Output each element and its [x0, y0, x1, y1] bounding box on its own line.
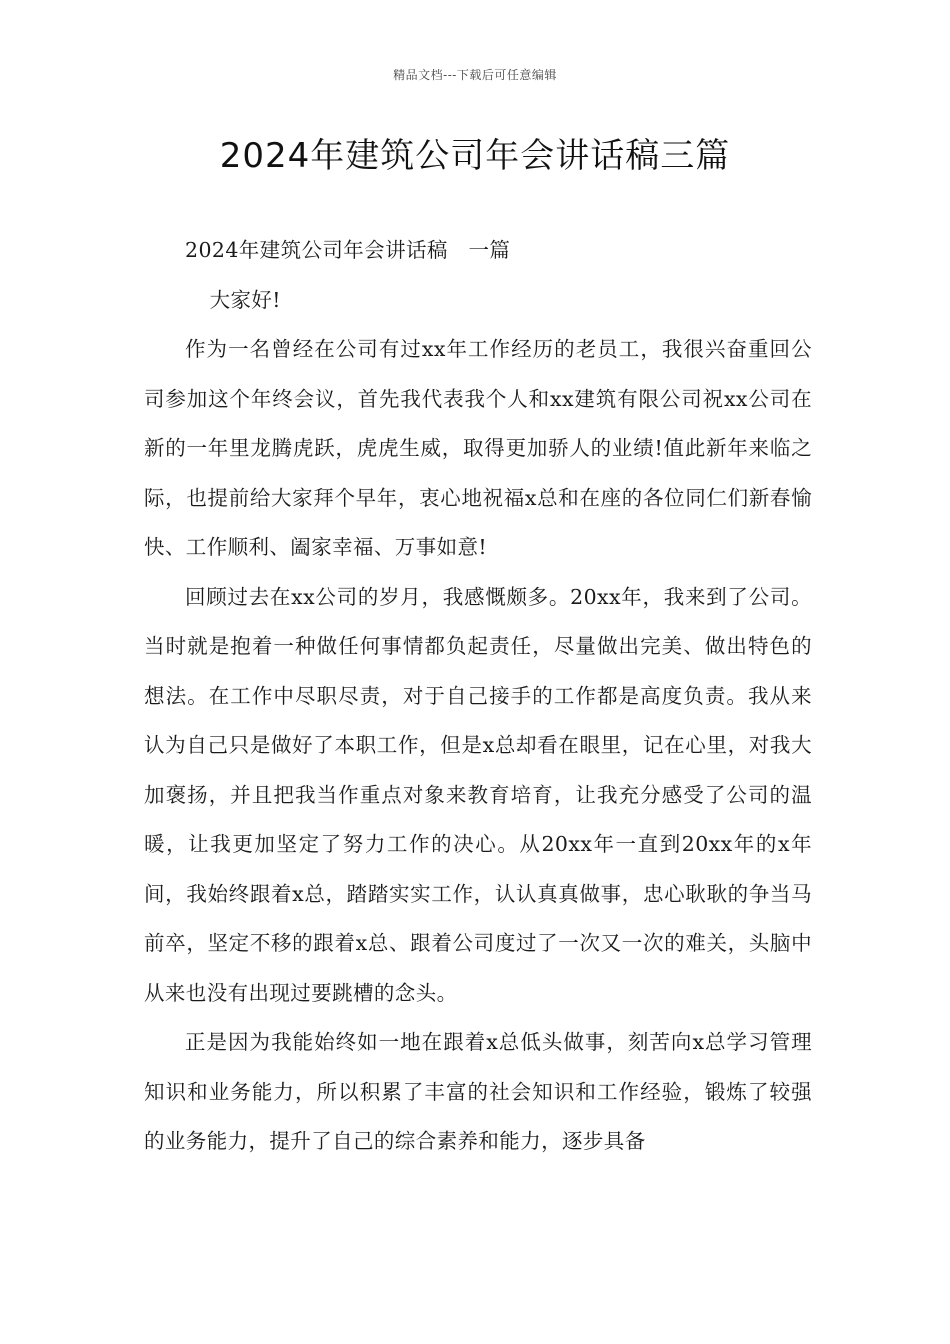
document-title: 2024年建筑公司年会讲话稿三篇 [219, 136, 731, 176]
document-body [144, 226, 812, 1167]
paragraph-3: 正是因为我能始终如一地在跟着x总低头做事，刻苦向x总学习管理知识和业务能力，所以积累了丰富的社会知识和工作经验，锻炼了较强的业务能力，提升了自己的综合素养和能力，逐步具备 [144, 1030, 812, 1153]
header-note: 精品文档---下载后可任意编辑 [393, 68, 557, 82]
paragraph-2: 回顾过去在xx公司的岁月，我感慨颇多。20xx年，我来到了公司。当时就是抱着一种做任何事情都负起责任，尽量做出完美、做出特色的想法。在工作中尽职尽责，对于自己接手的工作都是高度负责。我从来认为自己只是做好了本职工作，但是x总却看在眼里，记在心里，对我大加褒扬，并且把我当作重点对象来教育培育，让我充分感受了公司的温暖，让我更加坚定了努力工作的决心。从20xx年一直到20xx年的x年间，我始终跟着x总，踏踏实实工作，认认真真做事，忠心耿耿的争当马前卒，坚定不移的跟着x总、跟着公司度过了一次又一次的难关，头脑中从来也没有出现过要跳槽的念头。 [144, 584, 812, 1005]
speech-subtitle: 2024年建筑公司年会讲话稿 一篇 [185, 238, 511, 262]
paragraph-1: 作为一名曾经在公司有过xx年工作经历的老员工，我很兴奋重回公司参加这个年终会议，首先我代表我个人和xx建筑有限公司祝xx公司在新的一年里龙腾虎跃，虎虎生威，取得更加骄人的业绩!值此新年来临之际，也提前给大家拜个早年，衷心地祝福x总和在座的各位同仁们新春愉快、工作顺利、阖家幸福、万事如意! [144, 337, 812, 559]
greeting-line: 大家好! [209, 287, 281, 312]
